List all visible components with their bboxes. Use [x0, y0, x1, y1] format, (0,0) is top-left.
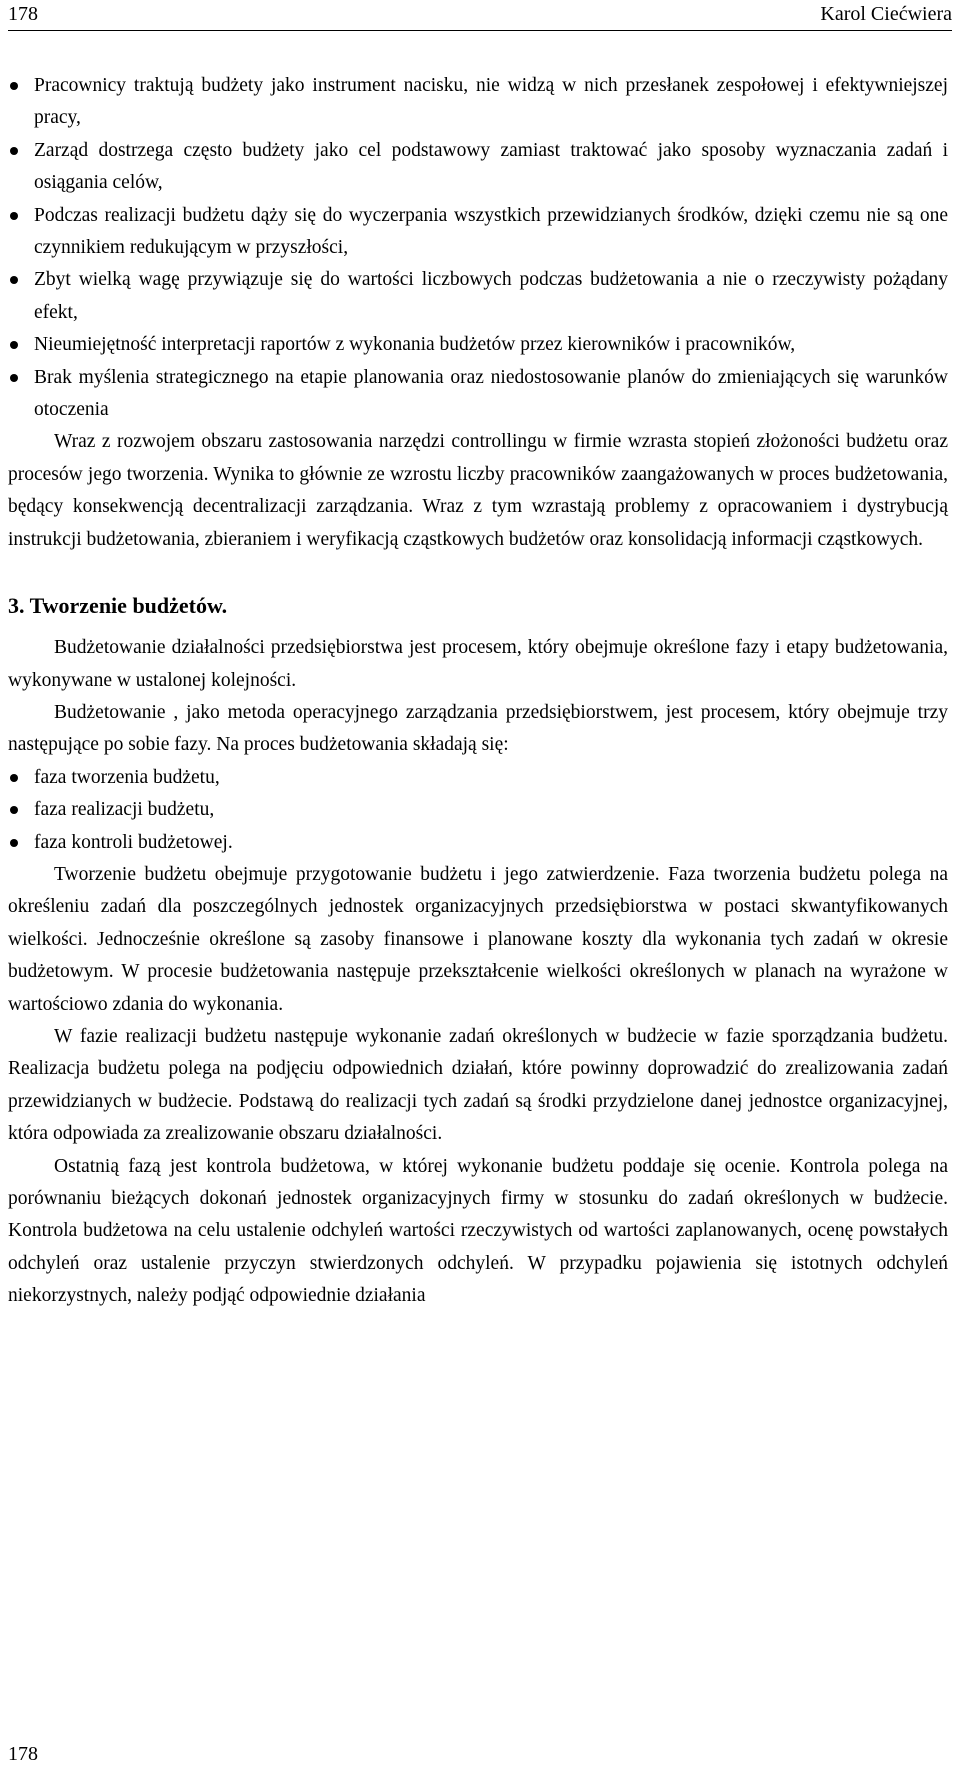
header-page-number: 178 [8, 3, 38, 25]
page-footer [8, 1740, 38, 1768]
section-heading: 3. Tworzenie budżetów. [8, 593, 228, 619]
page-header [8, 0, 952, 31]
paragraph-creation-phase: Tworzenie budżetu obejmuje przygotowanie budżetu i jego zatwierdzenie. Faza tworzenia budżetu polega na określeniu zadań dla poszczególnych jednostek organizacyjnych przedsiębiorstwa w postaci skwantyfikowanych wielkości. Jednocześnie określone są zasoby finansowe i planowane koszty dla wykonania tych zadań w okresie budżetowym. W procesie budżetowania następuje przekształcenie wielkości określonych w planach na wyrażone w wartościowo zdania do wykonania. [8, 863, 948, 1015]
phases-list [8, 762, 948, 859]
list-item: Brak myślenia strategicznego na etapie planowania oraz niedostosowanie planów do zmieniających się warunków otoczenia [8, 362, 948, 427]
list-item: Zarząd dostrzega często budżety jako cel podstawowy zamiast traktować jako sposoby wyznaczania zadań i osiągania celów, [8, 135, 948, 200]
list-item: Pracownicy traktują budżety jako instrument nacisku, nie widzą w nich przesłanek zespołowej i efektywniejszej pracy, [8, 70, 948, 135]
list-item: Podczas realizacji budżetu dąży się do wyczerpania wszystkich przewidzianych środków, dzięki czemu nie są one czynnikiem redukującym w przyszłości, [8, 200, 948, 265]
paragraph-budgeting-method: Budżetowanie , jako metoda operacyjnego zarządzania przedsiębiorstwem, jest procesem, który obejmuje trzy następujące po sobie fazy. Na proces budżetowania składają się: [8, 701, 948, 756]
paragraph-realization-phase: W fazie realizacji budżetu następuje wykonanie zadań określonych w budżecie w fazie sporządzania budżetu. Realizacja budżetu polega na podjęciu odpowiednich działań, które powinny doprowadzić do zrealizowania zadań przewidzianych w budżecie. Podstawą do realizacji tych zadań są środki przydzielone danej jednostce organizacyjnej, która odpowiada za zrealizowanie obszaru działalności. [8, 1025, 948, 1145]
header-author: Karol Ciećwiera [820, 3, 952, 25]
spacer [8, 556, 948, 590]
list-item: Nieumiejętność interpretacji raportów z wykonania budżetów przez kierowników i pracowników, [8, 329, 948, 361]
paragraph-control-phase: Ostatnią fazą jest kontrola budżetowa, w której wykonanie budżetu poddaje się ocenie. Kontrola polega na porównaniu bieżących dokonań jednostek organizacyjnych firmy w stosunku do zadań określonych w budżecie. Kontrola budżetowa na celu ustalenie odchyleń wartości rzeczywistych od wartości zaplanowanych, ocenę powstałych odchyleń oraz ustalenie przyczyn stwierdzonych odchyleń. W przypadku pojawienia się istotnych odchyleń niekorzystnych, należy podjąć odpowiednie działania [8, 1155, 948, 1307]
spacer [8, 622, 948, 632]
list-item: faza kontroli budżetowej. [8, 827, 948, 859]
paragraph-controlling: Wraz z rozwojem obszaru zastosowania narzędzi controllingu w firmie wzrasta stopień złożoności budżetu oraz procesów jego tworzenia. Wynika to głównie ze wzrostu liczby pracowników zaangażowanych w proces budżetowania, będący konsekwencją decentralizacji zarządzania. Wraz z tym wzrastają problemy z opracowaniem i dystrybucją instrukcji budżetowania, zbieraniem i weryfikacją cząstkowych budżetów oraz konsolidacją informacji cząstkowych. [8, 431, 948, 550]
paragraph-budgeting-definition: Budżetowanie działalności przedsiębiorstwa jest procesem, który obejmuje określone fazy i etapy budżetowania, wykonywane w ustalonej kolejności. [8, 637, 948, 691]
problems-list [8, 70, 948, 426]
page-body [8, 70, 948, 1313]
list-item: Zbyt wielką wagę przywiązuje się do wartości liczbowych podczas budżetowania a nie o rzeczywisty pożądany efekt, [8, 264, 948, 329]
footer-page-number: 178 [8, 1743, 38, 1765]
list-item: faza realizacji budżetu, [8, 794, 948, 826]
list-item: faza tworzenia budżetu, [8, 762, 948, 794]
